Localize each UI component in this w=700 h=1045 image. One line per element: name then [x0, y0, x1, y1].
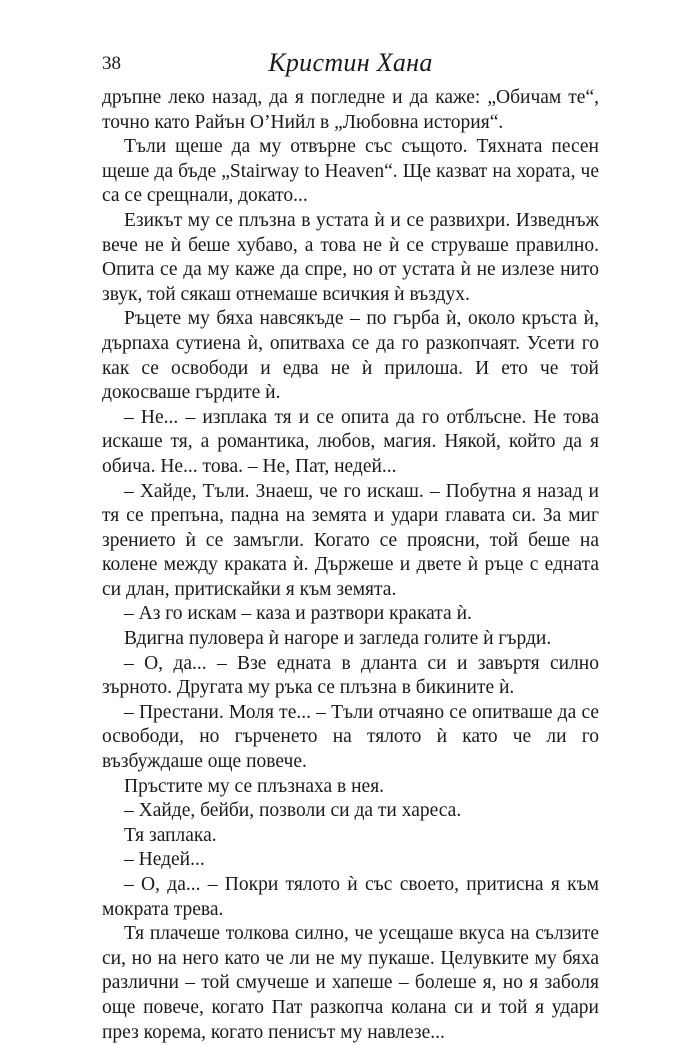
paragraph: Ръцете му бяха навсякъде – по гърба ѝ, около кръста ѝ, дърпаха сутиена ѝ, опитваха се да го разкопчаят. Усети го как се освободи и едва не ѝ прилоша. И ето че той докосваше гърдите ѝ. [102, 308, 599, 404]
paragraph: Тя заплака. [124, 824, 217, 846]
paragraph: – О, да... – Взе едната в дланта си и завъртя силно зърното. Другата му ръка се плъзна в бикините ѝ. [102, 652, 599, 699]
paragraph: дръпне леко назад, да я погледне и да каже: „Обичам те“, точно като Райън О’Нийл в „Любовна история“. [102, 87, 599, 133]
paragraph: – Не... – изплака тя и се опита да го отблъсне. Не това искаше тя, а романтика, любов, магия. Някой, който да я обича. Не... това. – Не, Пат, недей... [102, 406, 599, 477]
running-head [102, 48, 599, 86]
paragraph: – О, да... – Покри тялото ѝ със своето, притисна я към мократа трева. [102, 874, 599, 920]
paragraph: – Недей... [124, 849, 205, 871]
paragraph: Езикът му се плъзна в устата ѝ и се развихри. Изведнъж вече не ѝ беше хубаво, а това не ѝ се струваше правилно. Опита се да му каже да спре, но от устата ѝ не излезе нито звук, той сякаш отнемаше всичкия ѝ въздух. [102, 209, 599, 305]
body-text [102, 86, 599, 1045]
paragraph: – Хайде, Тъли. Знаеш, че го искаш. – Побутна я назад и тя се препъна, падна на земята и удари главата си. За миг зрението ѝ се замъгли. Когато се проясни, той беше на колене между краката ѝ. Държеше и двете ѝ ръце с едната си длан, притискайки я към земята. [102, 480, 599, 600]
paragraph: Вдигна пуловера ѝ нагоре и загледа голите ѝ гърди. [124, 628, 552, 650]
paragraph: Тя плачеше толкова силно, че усещаше вкуса на сълзите си, но на него като че ли не му пукаше. Целувките му бяха различни – той смучеше и хапеше – болеше я, но я заболя още повече, когато Пат разкопча колана си и той я удари през корема, когато пенисът му навлезе... [102, 923, 599, 1043]
paragraph: – Аз го искам – каза и разтвори краката ѝ. [124, 603, 472, 625]
book-page [102, 48, 599, 1045]
paragraph: Пръстите му се плъзнаха в нея. [124, 775, 385, 797]
running-title: Кристин Хана [268, 48, 433, 77]
paragraph: – Престани. Моля те... – Тъли отчаяно се опитваше да се освободи, но гърченето на тялото ѝ като че ли го възбуждаше още повече. [102, 701, 599, 773]
paragraph: Тъли щеше да му отвърне със същото. Тяхната песен щеше да бъде „Stairway to Heaven“. Ще казват на хората, че са се срещнали, докато... [102, 136, 599, 207]
page-number: 38 [102, 53, 121, 74]
paragraph: – Хайде, бейби, позволи си да ти хареса. [124, 800, 462, 822]
